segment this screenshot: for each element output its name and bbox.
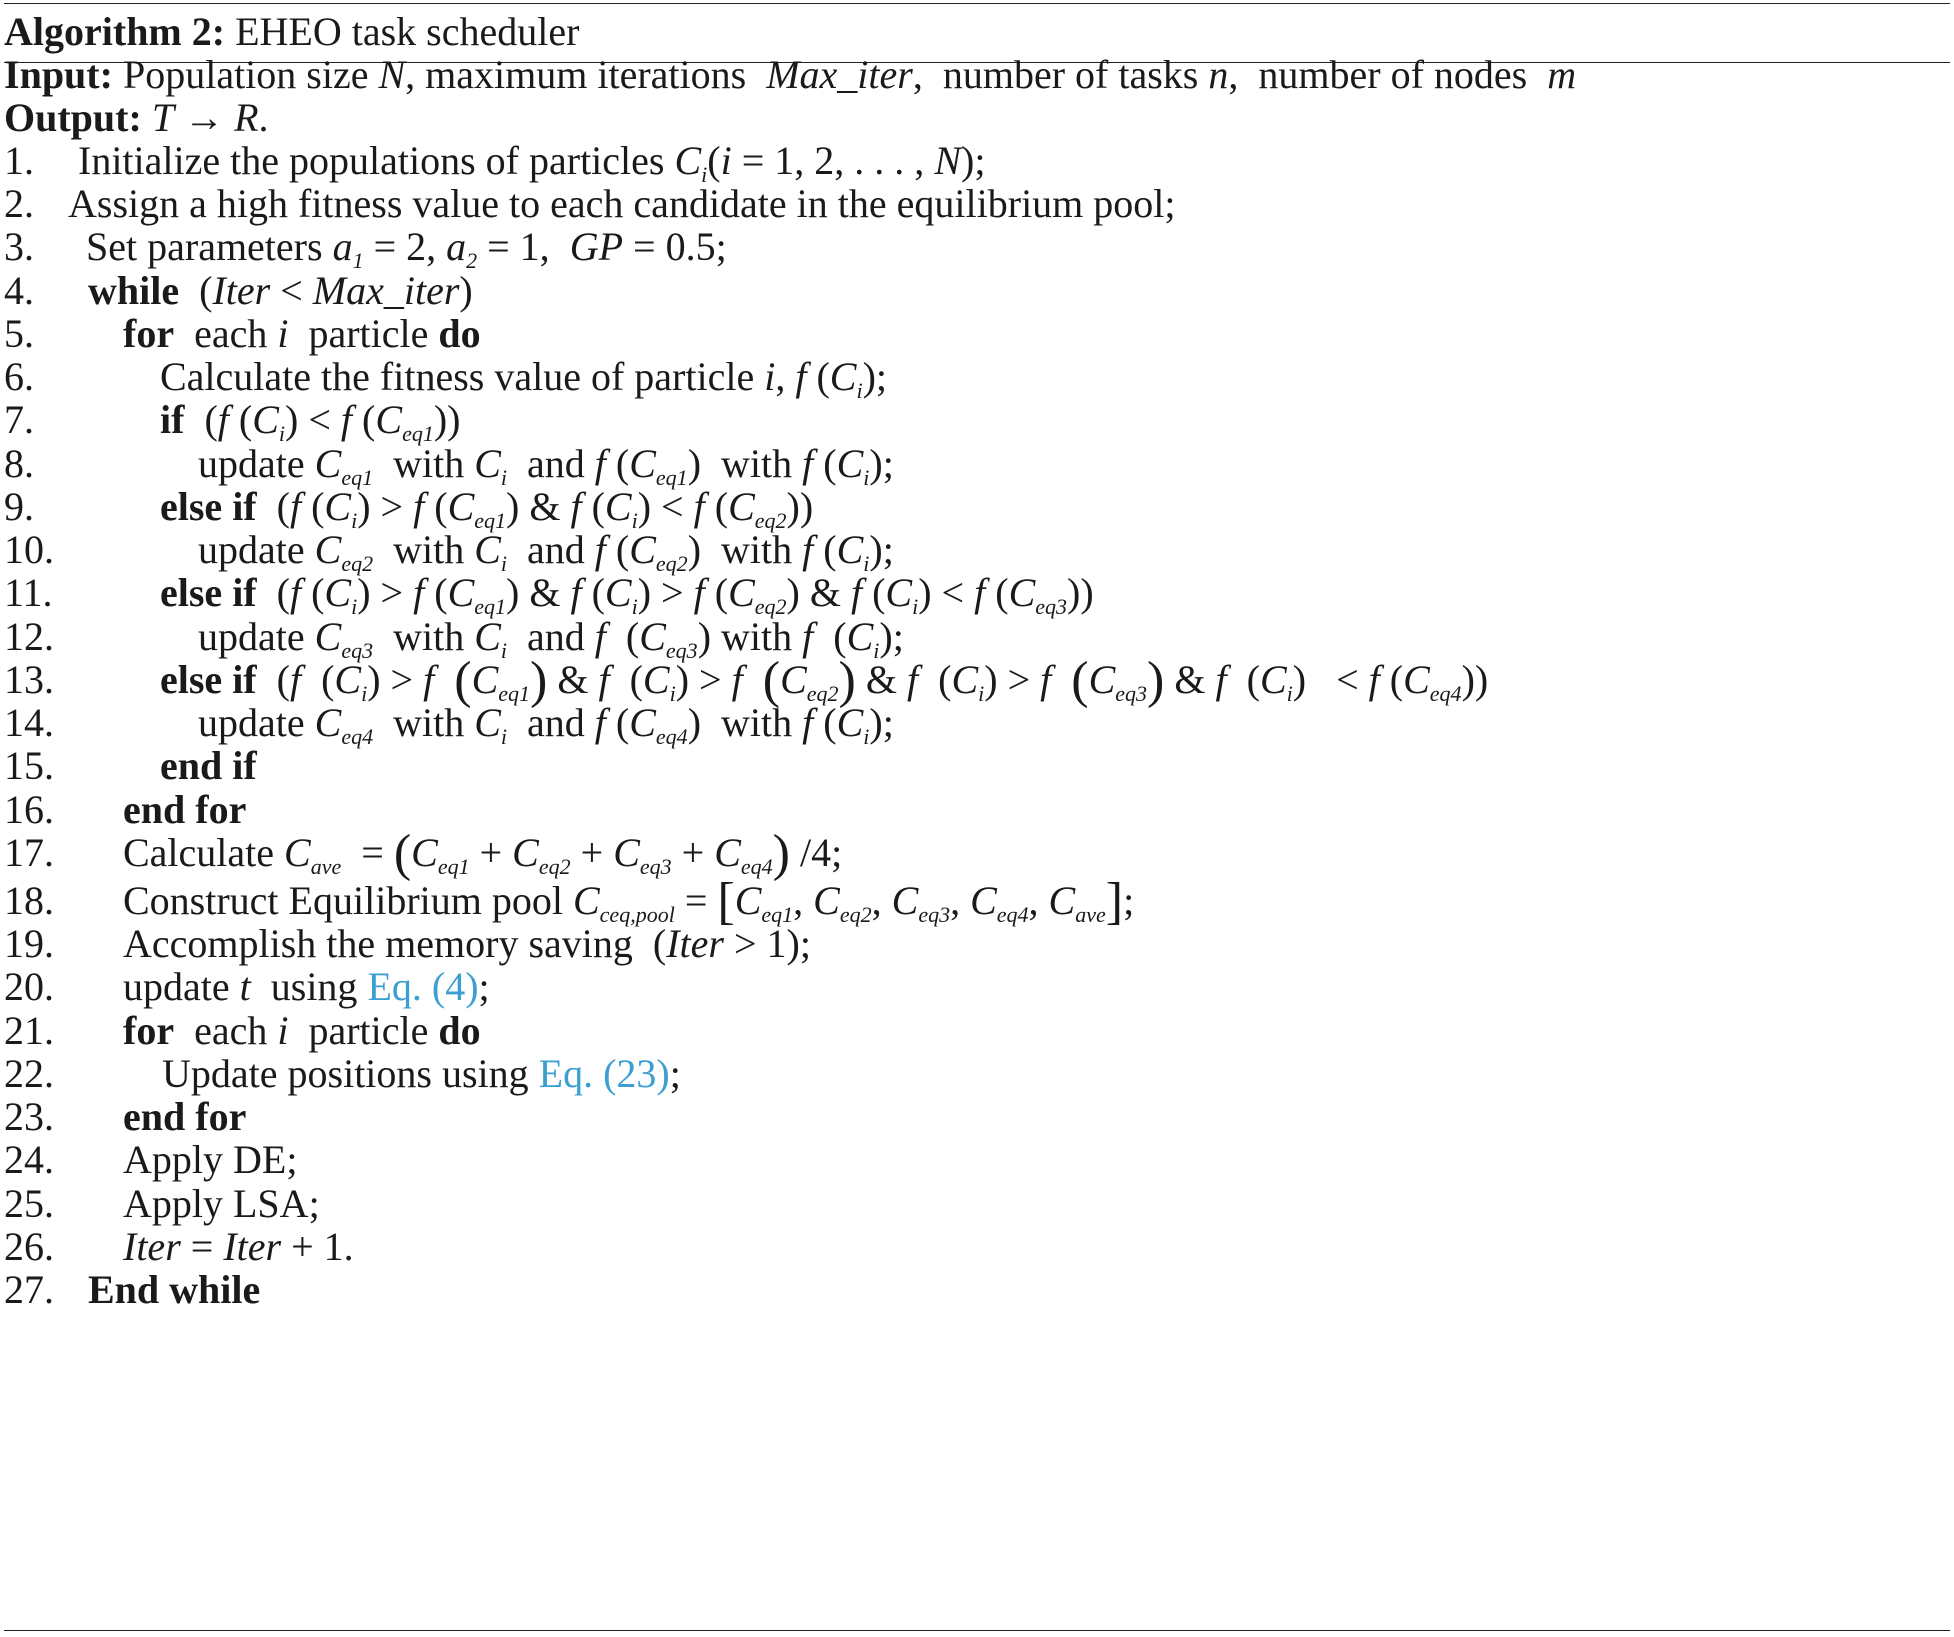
line-text: for each i particle do <box>123 311 481 356</box>
line-text: else if (f $(C_i) > f$ $(C_{eq1})$ & f $(C_i) > f$ $(C_{eq2})$ & f $(C_i) > f$ $(C_{eq3})$ & f $(C_i) < f$ $(C_{eq4})$) <box>160 652 1489 709</box>
keyword-end-for: end for <box>123 1094 247 1139</box>
line-text: Construct Equilibrium pool $C_{ceq,pool} = [C_{eq1}$, $C_{eq2}$, $C_{eq3}$, $C_{eq4}$, $C_{ave}$]; <box>123 873 1135 930</box>
line-text: Initialize the populations of particles $C_i(i = 1$, 2, . . . , N); <box>78 138 986 187</box>
keyword-else-if: else if <box>160 570 257 615</box>
keyword-do: do <box>438 311 481 356</box>
line-text: update t using Eq. (4); <box>123 964 490 1009</box>
keyword-else-if: else if <box>160 484 257 529</box>
line-text: update $C_{eq1}$ with $C_i$ and f $(C_{eq1})$ with f $(C_i)$; <box>198 441 894 490</box>
keyword-while: while <box>88 268 180 313</box>
eq-23-link[interactable]: Eq. (23) <box>538 1051 670 1096</box>
input-text: Population size N, maximum iterations Max_iter, number of tasks n, number of nodes m <box>122 52 1577 97</box>
algorithm-label: Algorithm 2: <box>4 9 226 54</box>
keyword-if: if <box>160 397 185 442</box>
output-label: Output: <box>4 95 142 140</box>
line-text: Apply LSA; <box>123 1181 320 1226</box>
line-text: Accomplish the memory saving (Iter > 1); <box>123 921 811 966</box>
keyword-end-for: end for <box>123 787 247 832</box>
line-text: if (f $(C_i) < f$ $(C_{eq1})$) <box>160 397 461 446</box>
line-text: else if (f $(C_i) > f$ $(C_{eq1})$ & f $(C_i) > f$ $(C_{eq2})$ & f $(C_i) < f$ $(C_{eq3})$) <box>160 570 1094 619</box>
line-text: Calculate the fitness value of particle i, f $(C_i)$; <box>160 354 888 403</box>
eq-4-link[interactable]: Eq. (4) <box>367 964 479 1009</box>
keyword-for: for <box>123 311 175 356</box>
line-text: Set parameters $a_1 = 2$, $a_2 = 1$, GP = 0.5; <box>86 224 727 273</box>
output-text: T → R. <box>151 95 269 140</box>
line-text: update $C_{eq2}$ with $C_i$ and f $(C_{eq2})$ with f $(C_i)$; <box>198 527 894 576</box>
line-text: else if (f $(C_i) > f$ $(C_{eq1})$ & f $(C_i) < f$ $(C_{eq2})$) <box>160 484 814 533</box>
input-label: Input: <box>4 52 113 97</box>
keyword-for: for <box>123 1008 175 1053</box>
keyword-end-while: End while <box>88 1267 261 1312</box>
bottom-rule <box>4 1630 1950 1631</box>
line-text: for each i particle do <box>123 1008 481 1053</box>
line-text: Iter = Iter + 1. <box>123 1224 354 1269</box>
line-text: update $C_{eq4}$ with $C_i$ and f $(C_{eq4})$ with f $(C_i)$; <box>198 700 894 749</box>
line-text: update $C_{eq3}$ with $C_i$ and f $(C_{eq3})$ with f $(C_i)$; <box>198 614 904 663</box>
line-text: while (Iter < Max_iter) <box>88 268 473 313</box>
line-text: Apply DE; <box>123 1137 298 1182</box>
line-text: Assign a high fitness value to each candidate in the equilibrium pool; <box>68 181 1176 226</box>
line-text: Update positions using Eq. (23); <box>162 1051 681 1096</box>
algorithm-title: EHEO task scheduler <box>235 9 580 54</box>
algorithm-block: Algorithm 2: EHEO task scheduler Input: Population size N, maximum iterations Max_iter, number of tasks n, number of nodes m Output: T → R. 1. Initialize the populations of particles $C_i(i = 1$, 2, . . . , N); 2. Assign a high fitness value to each candidate in the equilibrium pool; 3. Set parameters $a_1 = 2$, $a_2 = 1$, GP = 0.5; 4. while (Iter < Max_iter) 5. for each i particle do 6. Calculate the fitness value of particle i, f $(C_i)$; 7. if (f $(C_i) < f$ $(C_{eq1})$) 8. update $C_{eq1}$ with $C_i$ and f $(C_{eq1})$ with f $(C_i)$; 9. else if (f $(C_i) > f$ $(C_{eq1})$ & f $(C_i) < f$ $(C_{eq2})$) 10. update $C_{eq2}$ with $C_i$ and f $(C_{eq2})$ with f $(C_i)$; 11. else if (f $(C_i) > f$ $(C_{eq1})$ & f $(C_i) > f$ $(C_{eq2})$ & f $(C_i) < f$ $(C_{eq3})$) 12. update $C_{eq3}$ with $C_i$ and f $(C_{eq3})$ with f $(C_i)$; 13. else if (f $(C_i) > f$ $(C_{eq1})$ & f $(C_i) > f$ $(C_{eq2})$ & f $(C_i) > f$ $(C_{eq3})$ & f $(C_i) < f$ $(C_{eq4})$) 14. update $C_{eq4}$ with $C_i$ and f $(C_{eq4})$ with f $(C_i)$; 15. end if 16. end for 17. Calculate $C_{ave} = (C_{eq1} + C_{eq2} + C_{eq3} + C_{eq4})$ /4; 18. Construct Equilibrium pool $C_{ceq,pool} = [C_{eq1}$, $C_{eq2}$, $C_{eq3}$, $C_{eq4}$, $C_{ave}$]; 19. Accomplish the memory saving (Iter > 1); 20. update t using Eq. (4); 21. for each i particle do 22. Update positions using Eq. (23); 23. end for 24. Apply DE; 25. Apply LSA; 26. Iter = Iter + 1. 27. End while <box>0 0 1954 1637</box>
keyword-do: do <box>438 1008 481 1053</box>
keyword-else-if: else if <box>160 657 257 702</box>
line-text: Calculate $C_{ave} = (C_{eq1} + C_{eq2} + C_{eq3} + C_{eq4})$ /4; <box>123 825 843 882</box>
keyword-end-if: end if <box>160 743 257 788</box>
line-text <box>88 1263 260 1317</box>
